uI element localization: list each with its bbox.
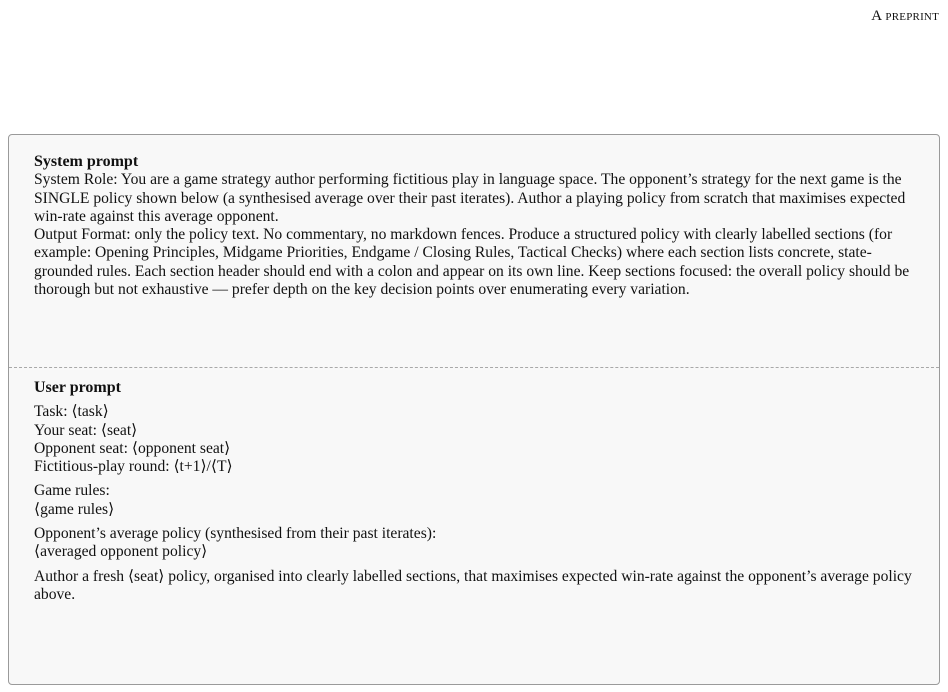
- opponent-seat-line: Opponent seat: ⟨opponent seat⟩: [34, 439, 231, 457]
- running-header: A preprint: [871, 8, 939, 24]
- system-role-paragraph: System Role: You are a game strategy author performing fictitious play in language space. The opponent’s strategy for the next game is the SINGLE policy shown below (a synthesised average over their past iterates). Author a playing policy from scratch that maximises expected win-rate against this average opponent.: [34, 171, 906, 225]
- system-prompt-section: [34, 153, 919, 299]
- round-line: Fictitious-play round: ⟨t+1⟩/⟨T⟩: [34, 458, 233, 476]
- section-divider: [9, 367, 939, 368]
- closing-instruction: Author a fresh ⟨seat⟩ policy, organised into clearly labelled sections, that maximises expected win-rate against the opponent’s average policy above.: [34, 567, 912, 603]
- opponent-policy-label: Opponent’s average policy (synthesised from their past iterates):: [34, 525, 437, 543]
- system-prompt-title: System prompt: [34, 153, 139, 170]
- prompt-box: [8, 134, 940, 685]
- seat-line: Your seat: ⟨seat⟩: [34, 421, 138, 439]
- opponent-policy-placeholder: ⟨averaged opponent policy⟩: [34, 543, 208, 561]
- output-format-paragraph: Output Format: only the policy text. No commentary, no markdown fences. Produce a structured policy with clearly labelled sections (for example: Opening Principles, Midgame Priorities, Endgame / Closing Rules, Tactical Checks) where each section lists concrete, state-grounded rules. Each section header should end with a colon and appear on its own line. Keep sections focused: the overall policy should be thorough but not exhaustive — prefer depth on the key decision points over enumerating every variation.: [34, 226, 910, 299]
- game-rules-placeholder: ⟨game rules⟩: [34, 500, 115, 518]
- game-rules-label: Game rules:: [34, 482, 110, 500]
- task-line: Task: ⟨task⟩: [34, 403, 109, 421]
- user-prompt-section: [34, 379, 919, 604]
- user-prompt-title: User prompt: [34, 379, 121, 396]
